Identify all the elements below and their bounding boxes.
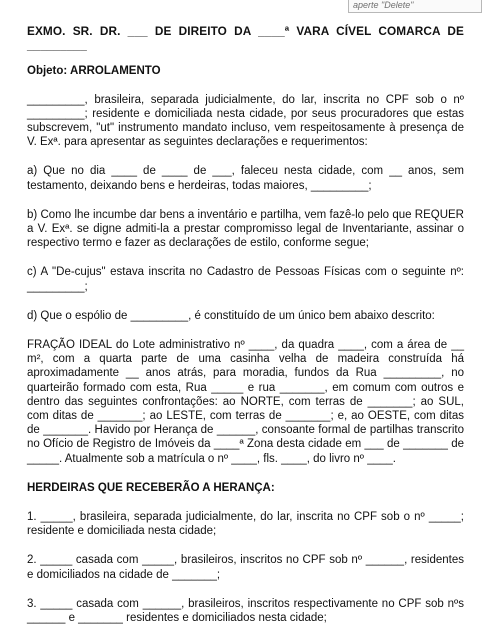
document-title: EXMO. SR. DR. ___ DE DIREITO DA ____ª VARA CÍVEL COMARCA DE _________ <box>27 24 464 53</box>
paragraph-b: b) Como lhe incumbe dar bens a inventário e partilha, vem fazê-lo pelo que REQUER a V. Exª. se digne admiti-la a prestar compromisso legal de Inventariante, assinar o respectivo termo e fazer as declarações de estilo, conforme segue; <box>27 208 464 250</box>
paragraph-a: a) Que no dia ____ de ____ de ___, faleceu nesta cidade, com __ anos, sem testamento, deixando bens e herdeiras, todas maiores, _________; <box>27 165 464 192</box>
hint-box: aperte "Delete" <box>348 0 482 13</box>
paragraph-intro: _________, brasileira, separada judicialmente, do lar, inscrita no CPF sob o nº _________; residente e domiciliada nesta cidade, por seus procuradores que estas subscrevem, "ut" instrumento mandato incluso, vem respeitosamente à presença de V. Exª. para apresentar as seguintes declarações e requerimentos: <box>27 93 464 149</box>
paragraph-d: d) Que o espólio de _________, é constituído de um único bem abaixo descrito: <box>27 309 435 322</box>
document-body[interactable] <box>27 24 464 625</box>
property-description: FRAÇÃO IDEAL do Lote administrativo nº ____, da quadra ____, com a área de __ m², com a quarta parte de uma casinha velha de madeira construída há aproximadamente __ anos atrás, para moradia, fundos da Rua _________, no quarteirão formado com esta, Rua _____ e rua _______, em comum com outros e dentro das seguintes confrontações: ao NORTE, com terras de _______; ao SUL, com ditas de _______; ao LESTE, com terras de _______; e, ao OESTE, com ditas de _______. Havido por Herança de ______, consoante formal de partilhas transcrito no Ofício de Registro de Imóveis da ____ª Zona desta cidade em ___ de _______ de _____. Atualmente sob a matrícula o nº ____, fls. ____, do livro nº ____. <box>27 339 464 465</box>
heir-item: 1. _____, brasileira, separada judicialmente, do lar, inscrita no CPF sob o nº _____; residente e domiciliada nesta cidade; <box>27 511 464 538</box>
object-line: Objeto: ARROLAMENTO <box>27 65 161 78</box>
heir-item: 3. _____ casada com ______, brasileiros, inscritos respectivamente no CPF sob nºs ______ e _______ residentes e domiciliados nesta cidade; <box>27 597 464 625</box>
paragraph-c: c) A "De-cujus" estava inscrita no Cadastro de Pessoas Físicas com o seguinte nº: _________; <box>27 266 464 293</box>
heirs-heading: HERDEIRAS QUE RECEBERÃO A HERANÇA: <box>27 481 275 494</box>
heir-item: 2. _____ casada com _____, brasileiros, inscritos no CPF sob nº ______, residentes e domiciliados na cidade de _______; <box>27 554 464 581</box>
